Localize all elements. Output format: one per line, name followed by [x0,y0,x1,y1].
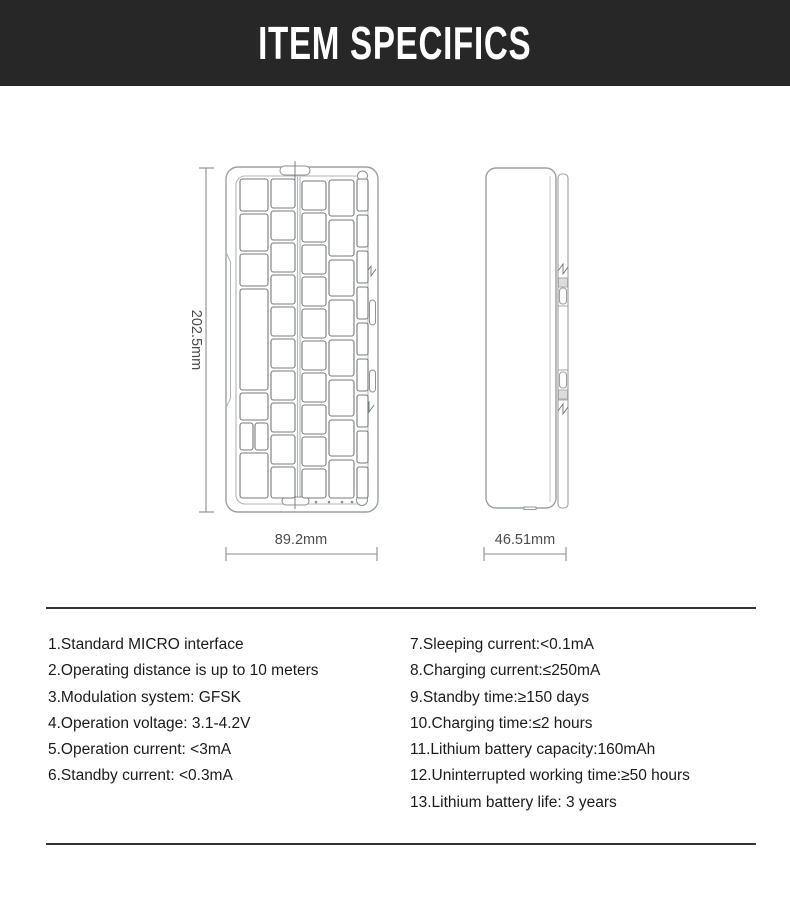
spec-item: 2.Operating distance is up to 10 meters [48,662,319,680]
specs-left-column [48,632,319,790]
keyboard-side-view-drawing [486,168,568,510]
side-width-dimension [484,532,566,561]
key-column-4 [329,180,354,498]
spec-item: 10.Charging time:≤2 hours [410,714,593,732]
header-banner [0,0,790,86]
spec-item: 11.Lithium battery capacity:160mAh [410,741,656,759]
spec-item: 4.Operation voltage: 3.1-4.2V [48,714,251,732]
spec-item: 7.Sleeping current:<0.1mA [410,636,594,653]
spec-item: 9.Standby time:≥150 days [410,688,590,706]
key-column-1 [240,179,268,498]
key-column-3 [302,181,326,498]
spec-item: 8.Charging current:≤250mA [410,662,601,680]
key-column-2 [271,179,295,498]
specs-right-column [410,632,690,816]
height-dimension-label: 202.5mm [188,309,204,371]
spec-item: 6.Standby current: <0.3mA [48,767,233,785]
spec-item: 12.Uninterrupted working time:≥50 hours [410,767,690,785]
height-dimension [188,168,214,512]
spec-item: 13.Lithium battery life: 3 years [410,793,617,811]
spec-item: 5.Operation current: <3mA [48,741,232,759]
specs-divider-top [46,607,756,609]
spec-item: 3.Modulation system: GFSK [48,688,241,706]
width-dimension-label: 89.2mm [274,532,328,548]
specs-divider-bottom [46,843,756,845]
page-title: ITEM SPECIFICS [258,17,532,69]
side-width-dimension-label: 46.51mm [494,532,556,548]
spec-item: 1.Standard MICRO interface [48,636,244,653]
keyboard-top-view-drawing [226,161,378,512]
width-dimension [226,532,377,561]
key-column-5 [357,179,368,498]
